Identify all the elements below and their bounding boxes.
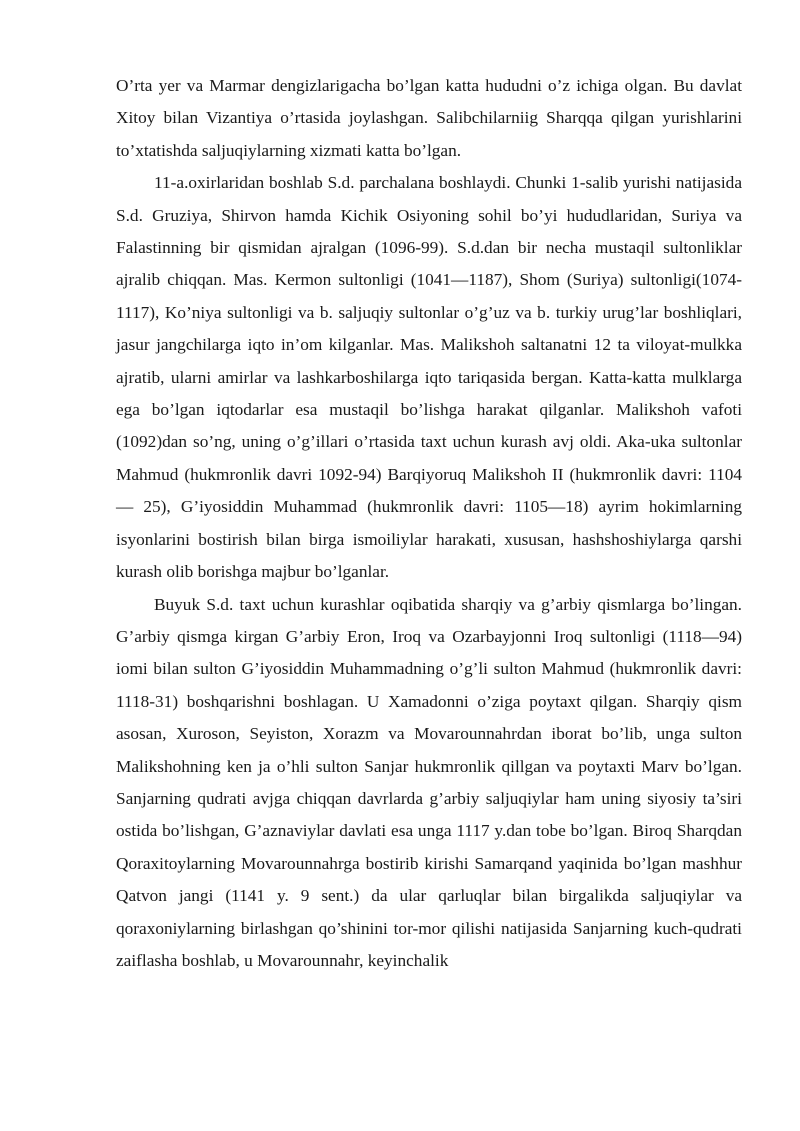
paragraph-division: Buyuk S.d. taxt uchun kurashlar oqibatida sharqiy va g’arbiy qismlarga bo’lingan. G’arbiy qismga kirgan G’arbiy Eron, Iroq va Ozarbayjonni Iroq sultonligi (1118—94) iomi bilan sulton G’iyosiddin Muhammadning o’g’li sulton Mahmud (hukmronlik davri: 1118-31) boshqarishni boshlagan. U Xamadonni o’ziga poytaxt qilgan. Sharqiy qism asosan, Xuroson, Seyiston, Xorazm va Movarounnahrdan iborat bo’lib, unga sulton Malikshohning ken ja o’hli sulton Sanjar hukmronlik qillgan va poytaxti Marv bo’lgan. Sanjarning qudrati avjga chiqqan davrlarda g’arbiy saljuqiylar ham uning siyosiy ta’siri ostida bo’lishgan, G’aznaviylar davlati esa unga 1117 y.dan tobe bo’lgan. Biroq Sharqdan Qoraxitoylarning Movarounnahrga bostirib kirishi Samarqand yaqinida bo’lgan mashhur Qatvon jangi (1141 y. 9 sent.) da ular qarluqlar bilan birgalikda saljuqiylar va qoraxoniylarning birlashgan qo’shinini tor-mor qilishi natijasida Sanjarning kuch-qudrati zaiflasha boshlab, u Movarounnahr, keyinchalik bbox=[116, 594, 742, 970]
paragraph-continuation: O’rta yer va Marmar dengizlarigacha bo’lgan katta hududni o’z ichiga olgan. Bu davlat Xitoy bilan Vizantiya o’rtasida joylashgan. Salibchilarniig Sharqqa qilgan yurishlarini to’xtatishda saljuqiylarning xizmati katta bo’lgan. bbox=[116, 76, 742, 160]
document-page bbox=[116, 70, 742, 977]
paragraph-fragmentation: 11-a.oxirlaridan boshlab S.d. parchalana boshlaydi. Chunki 1-salib yurishi natijasida S.d. Gruziya, Shirvon hamda Kichik Osiyoning sohil bo’yi hududlaridan, Suriya va Falastinning bir qismidan ajralgan (1096-99). S.d.dan bir necha mustaqil sultonliklar ajralib chiqqan. Mas. Kermon sultonligi (1041—1187), Shom (Suriya) sultonligi(1074-1117), Ko’niya sultonligi va b. saljuqiy sultonlar o’g’uz va b. turkiy urug’lar boshliqlari, jasur jangchilarga iqto in’om kilganlar. Mas. Malikshoh saltanatni 12 ta viloyat-mulkka ajratib, ularni amirlar va lashkarboshilarga iqto tariqasida bergan. Katta-katta mulklarga ega bo’lgan iqtodarlar esa mustaqil bo’lishga harakat qilganlar. Malikshoh vafoti (1092)dan so’ng, uning o’g’illari o’rtasida taxt uchun kurash avj oldi. Aka-uka sultonlar Mahmud (hukmronlik davri 1092-94) Barqiyoruq Malikshoh II (hukmronlik davri: 1104— 25), G’iyosiddin Muhammad (hukmronlik davri: 1105—18) ayrim hokimlarning isyonlarini bostirish bilan birga ismoiliylar harakati, xususan, hashshoshiylarga qarshi kurash olib borishga majbur bo’lganlar. bbox=[116, 173, 742, 582]
